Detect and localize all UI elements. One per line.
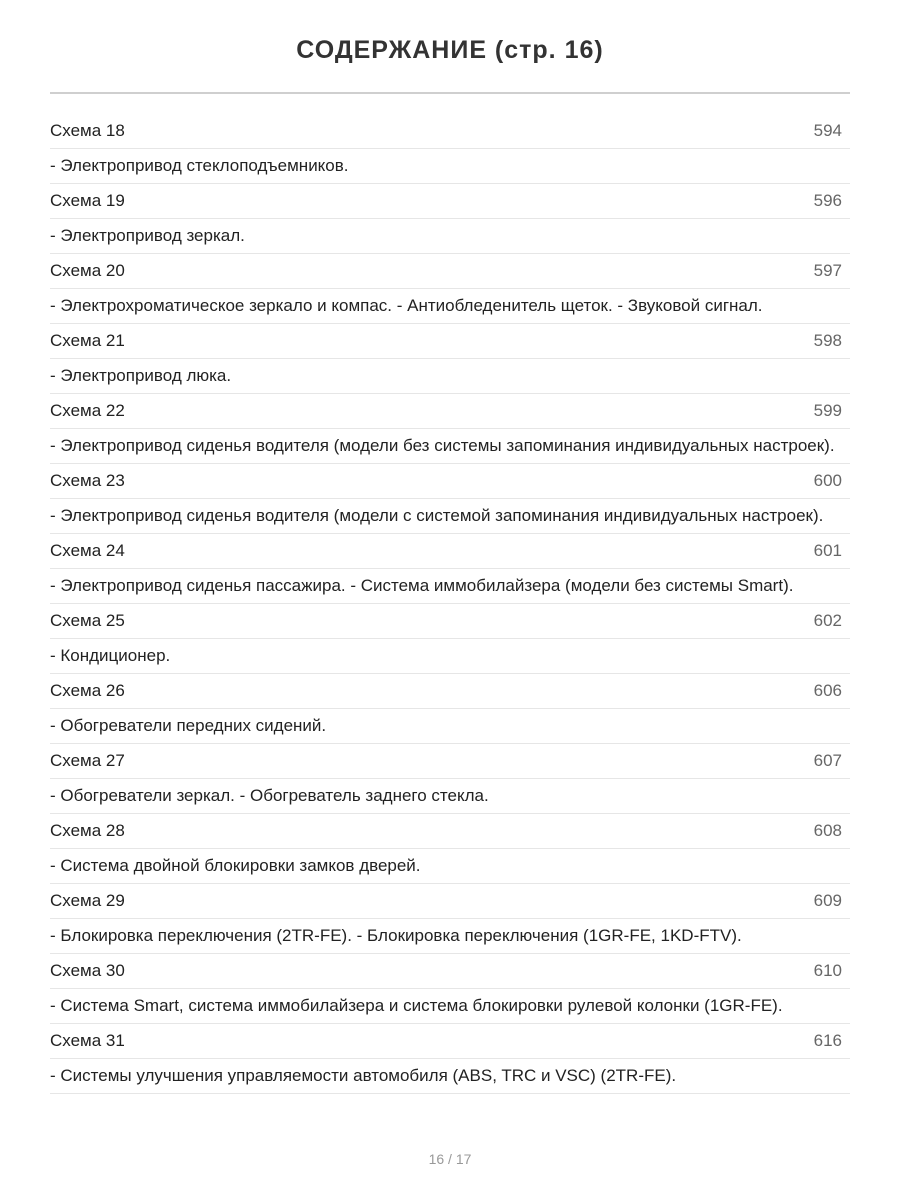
toc-description-row <box>50 429 850 464</box>
toc-scheme-row[interactable] <box>50 114 850 149</box>
page-indicator: 16 / 17 <box>428 1151 472 1167</box>
title-divider <box>50 92 850 94</box>
scheme-name: Схема 22 <box>50 401 125 420</box>
scheme-description: - Электропривод стеклоподъемников. <box>50 156 349 175</box>
scheme-description: - Обогреватели зеркал. - Обогреватель заднего стекла. <box>50 786 489 805</box>
toc-scheme-row[interactable] <box>50 604 850 639</box>
toc-description-row <box>50 499 850 534</box>
scheme-description: - Блокировка переключения (2TR-FE). - Блокировка переключения (1GR-FE, 1KD-FTV). <box>50 926 742 945</box>
toc-scheme-row[interactable] <box>50 394 850 429</box>
scheme-name: Схема 21 <box>50 331 125 350</box>
toc-description-row <box>50 919 850 954</box>
toc-description-row <box>50 849 850 884</box>
toc-scheme-row[interactable] <box>50 1024 850 1059</box>
toc-description-row <box>50 289 850 324</box>
toc-scheme-row[interactable] <box>50 184 850 219</box>
scheme-name: Схема 27 <box>50 751 125 770</box>
toc-description-row <box>50 359 850 394</box>
scheme-description: - Электропривод сиденья водителя (модели с системой запоминания индивидуальных настроек). <box>50 506 824 525</box>
toc-description-row <box>50 779 850 814</box>
page-number: 596 <box>813 191 842 210</box>
toc-description-row <box>50 569 850 604</box>
scheme-name: Схема 30 <box>50 961 125 980</box>
toc-description-row <box>50 989 850 1024</box>
page-number: 599 <box>813 401 842 420</box>
page-number: 594 <box>813 121 842 140</box>
toc-scheme-row[interactable] <box>50 884 850 919</box>
scheme-name: Схема 18 <box>50 121 125 140</box>
toc-scheme-row[interactable] <box>50 814 850 849</box>
toc-description-row <box>50 639 850 674</box>
page-number: 597 <box>813 261 842 280</box>
scheme-name: Схема 26 <box>50 681 125 700</box>
scheme-description: - Электропривод сиденья водителя (модели без системы запоминания индивидуальных настроек). <box>50 436 835 455</box>
page-number: 606 <box>813 681 842 700</box>
scheme-name: Схема 28 <box>50 821 125 840</box>
page-number: 610 <box>813 961 842 980</box>
scheme-description: - Электропривод люка. <box>50 366 232 385</box>
scheme-description: - Система Smart, система иммобилайзера и система блокировки рулевой колонки (1GR-FE). <box>50 996 783 1015</box>
scheme-description: - Обогреватели передних сидений. <box>50 716 327 735</box>
table-of-contents <box>50 114 850 1094</box>
page-title: СОДЕРЖАНИЕ (стр. 16) <box>296 36 604 64</box>
scheme-description: - Системы улучшения управляемости автомобиля (ABS, TRC и VSC) (2TR-FE). <box>50 1066 677 1085</box>
page-number: 609 <box>813 891 842 910</box>
page-number: 607 <box>813 751 842 770</box>
toc-description-row <box>50 709 850 744</box>
page-number: 600 <box>813 471 842 490</box>
scheme-name: Схема 31 <box>50 1031 125 1050</box>
scheme-description: - Кондиционер. <box>50 646 171 665</box>
toc-scheme-row[interactable] <box>50 674 850 709</box>
scheme-name: Схема 23 <box>50 471 125 490</box>
scheme-name: Схема 24 <box>50 541 125 560</box>
toc-description-row <box>50 1059 850 1094</box>
scheme-name: Схема 19 <box>50 191 125 210</box>
scheme-description: - Электропривод сиденья пассажира. - Система иммобилайзера (модели без системы Smart). <box>50 576 794 595</box>
toc-scheme-row[interactable] <box>50 464 850 499</box>
toc-scheme-row[interactable] <box>50 254 850 289</box>
toc-scheme-row[interactable] <box>50 744 850 779</box>
toc-scheme-row[interactable] <box>50 954 850 989</box>
toc-description-row <box>50 149 850 184</box>
toc-scheme-row[interactable] <box>50 534 850 569</box>
scheme-name: Схема 20 <box>50 261 125 280</box>
page-number: 608 <box>813 821 842 840</box>
page-number: 602 <box>813 611 842 630</box>
scheme-description: - Электрохроматическое зеркало и компас. - Антиобледенитель щеток. - Звуковой сигнал. <box>50 296 763 315</box>
toc-description-row <box>50 219 850 254</box>
scheme-name: Схема 29 <box>50 891 125 910</box>
scheme-description: - Система двойной блокировки замков дверей. <box>50 856 421 875</box>
page-number: 616 <box>813 1031 842 1050</box>
page-number: 601 <box>813 541 842 560</box>
page-number: 598 <box>813 331 842 350</box>
scheme-name: Схема 25 <box>50 611 125 630</box>
scheme-description: - Электропривод зеркал. <box>50 226 245 245</box>
toc-scheme-row[interactable] <box>50 324 850 359</box>
